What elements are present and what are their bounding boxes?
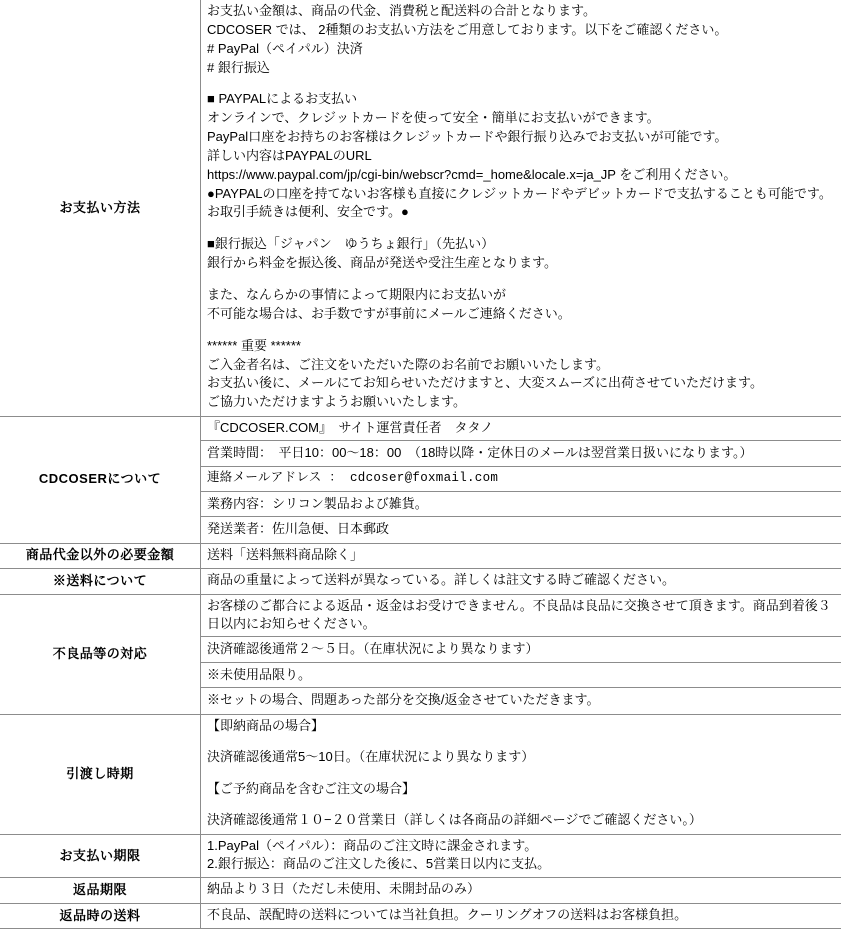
row-value: [201, 543, 841, 568]
value-line: 決済確認後通常２〜５日。（在庫状況により異なります）: [201, 640, 841, 662]
value-line: お客様のご都合による返品・返金はお受けできません。不良品は良品に交換させて頂きます。商品到着後３日以内にお知らせください。: [201, 597, 841, 638]
value-line: ■銀行振込「ジャパン ゆうちょ銀行」（先払い）: [207, 235, 835, 254]
row-label: お支払い方法: [0, 0, 201, 417]
value-line: お支払い後に、メールにてお知らせいただけますと、大変スムーズに出荷させていただけます。: [207, 374, 835, 393]
value-line: [207, 222, 835, 235]
row-value: [201, 714, 841, 834]
row-value: [201, 569, 841, 594]
value-line: 『CDCOSER.COM』 サイト運営責任者 タタノ: [201, 419, 841, 441]
table-row: [0, 417, 841, 544]
row-value: [201, 878, 841, 903]
row-label: CDCOSERについて: [0, 417, 201, 544]
value-line: # PayPal（ペイパル）決済: [207, 40, 835, 59]
value-line: [207, 735, 835, 748]
value-line: ※未使用品限り。: [201, 666, 841, 688]
value-line: ●PAYPALの口座を持てないお客様も直接にクレジットカードやデビットカードで支払することも可能です。: [207, 185, 835, 204]
row-label: お支払い期限: [0, 834, 201, 878]
value-line: ご協力いただけますようお願いいたします。: [207, 393, 835, 412]
row-label: 返品期限: [0, 878, 201, 903]
table-row: [0, 594, 841, 714]
table-row: [0, 834, 841, 878]
value-line: https://www.paypal.com/jp/cgi-bin/webscr?cmd=_home&locale.x=ja_JP をご利用ください。: [207, 166, 835, 185]
row-label: 商品代金以外の必要金額: [0, 543, 201, 568]
value-line: 営業時間： 平日10：00〜18：00 （18時以降・定休日のメールは翌営業日扱いになります。）: [201, 444, 841, 466]
value-line: [207, 273, 835, 286]
value-line: PayPal口座をお持ちのお客様はクレジットカードや銀行振り込みでお支払いが可能です。: [207, 128, 835, 147]
row-label: ※送料について: [0, 569, 201, 594]
value-line: 決済確認後通常5〜10日。（在庫状況により異なります）: [207, 748, 835, 766]
value-line: 納品より３日（ただし未使用、未開封品のみ）: [207, 880, 835, 898]
value-line: [207, 324, 835, 337]
value-line: ※セットの場合、問題あった部分を交換/返金させていただきます。: [201, 691, 841, 709]
row-label: 返品時の送料: [0, 903, 201, 928]
table-row: [0, 903, 841, 928]
value-line: CDCOSER では、 2種類のお支払い方法をご用意しております。以下をご確認ください。: [207, 21, 835, 40]
row-label: 引渡し時期: [0, 714, 201, 834]
table-row: [0, 714, 841, 834]
value-line: # 銀行振込: [207, 59, 835, 78]
row-value: [201, 903, 841, 928]
row-value: [201, 0, 841, 417]
row-value: [201, 417, 841, 544]
value-line: ご入金者名は、ご注文をいただいた際のお名前でお願いいたします。: [207, 356, 835, 375]
value-line: 送料「送料無料商品除く」: [207, 546, 835, 564]
table-row: [0, 569, 841, 594]
value-line: 不可能な場合は、お手数ですが事前にメールご連絡ください。: [207, 305, 835, 324]
table-row: [0, 0, 841, 417]
value-line: [207, 767, 835, 780]
value-line: 業務内容：シリコン製品および雑貨。: [201, 495, 841, 517]
value-line: 不良品、誤配時の送料については当社負担。クーリングオフの送料はお客様負担。: [207, 906, 835, 924]
value-line: 【ご予約商品を含むご注文の場合】: [207, 780, 835, 798]
value-line: 決済確認後通常１０−２０営業日（詳しくは各商品の詳細ページでご確認ください。）: [207, 811, 835, 829]
value-line: 商品の重量によって送料が異なっている。詳しくは註文する時ご確認ください。: [207, 571, 835, 589]
table-row: [0, 543, 841, 568]
value-line: 2.銀行振込：商品のご注文した後に、5営業日以内に支払。: [207, 855, 835, 873]
value-line: 詳しい内容はPAYPALのURL: [207, 147, 835, 166]
value-line: 【即納商品の場合】: [207, 717, 835, 735]
value-line: 1.PayPal（ペイパル）：商品のご注文時に課金されます。: [207, 837, 835, 855]
table-row: [0, 878, 841, 903]
row-value: [201, 834, 841, 878]
value-line: ****** 重要 ******: [207, 337, 835, 356]
value-line: オンラインで、クレジットカードを使って安全・簡単にお支払いができます。: [207, 109, 835, 128]
value-line: [207, 798, 835, 811]
row-label: 不良品等の対応: [0, 594, 201, 714]
value-line: 発送業者：佐川急便、日本郵政: [201, 520, 841, 538]
value-line: [207, 77, 835, 90]
value-line: お取引手続きは便利、安全です。●: [207, 203, 835, 222]
value-line: ■ PAYPALによるお支払い: [207, 90, 835, 109]
value-line: 銀行から料金を振込後、商品が発送や受注生産となります。: [207, 254, 835, 273]
row-value: [201, 594, 841, 714]
value-line: 連絡メールアドレス ： cdcoser@foxmail.com: [201, 470, 841, 492]
value-line: お支払い金額は、商品の代金、消費税と配送料の合計となります。: [207, 2, 835, 21]
value-line: また、なんらかの事情によって期限内にお支払いが: [207, 286, 835, 305]
